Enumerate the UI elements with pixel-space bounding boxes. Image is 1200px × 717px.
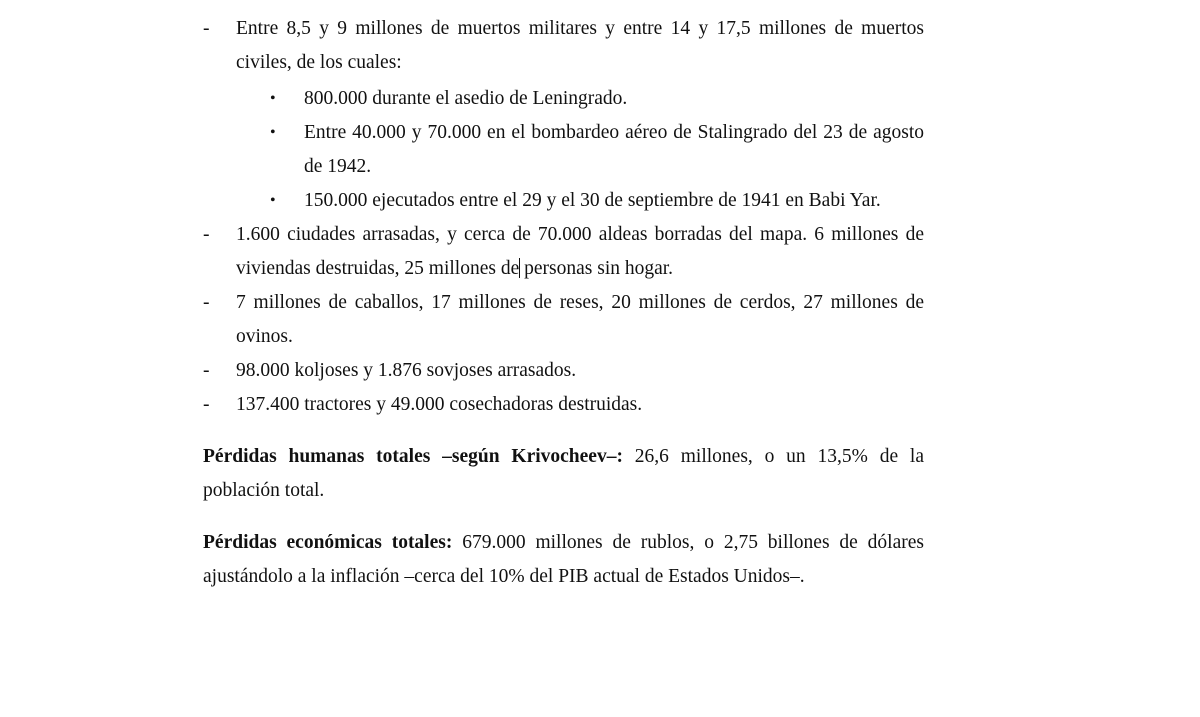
list-item-text-before-caret: 1.600 ciudades arrasadas, y cerca de 70.000 aldeas borradas del mapa. 6 millones de viviendas destruidas, 25 millones de bbox=[236, 224, 924, 279]
list-item bbox=[203, 12, 924, 218]
bullet-icon: • bbox=[270, 90, 276, 107]
bullet-item bbox=[270, 116, 924, 184]
bullet-item bbox=[270, 82, 924, 116]
paragraph-text: 26,6 millones, o un 13,5% de la población total. bbox=[203, 446, 924, 501]
dash-marker: - bbox=[203, 394, 210, 415]
bullet-item bbox=[270, 184, 924, 218]
paragraph-economic-losses bbox=[203, 526, 924, 594]
paragraph-human-losses bbox=[203, 440, 924, 508]
list-item-text: 98.000 koljoses y 1.876 sovjoses arrasados. bbox=[236, 360, 577, 381]
dash-marker: - bbox=[203, 292, 210, 313]
list-item bbox=[203, 286, 924, 354]
bullet-icon: • bbox=[270, 124, 276, 141]
paragraph-text: 679.000 millones de rublos, o 2,75 billones de dólares ajustándolo a la inflación –cerca del 10% del PIB actual de Estados Unidos–. bbox=[203, 532, 924, 587]
list-item-text: 137.400 tractores y 49.000 cosechadoras destruidas. bbox=[236, 394, 643, 415]
bullet-icon: • bbox=[270, 192, 276, 209]
bullet-text: Entre 40.000 y 70.000 en el bombardeo aéreo de Stalingrado del 23 de agosto de 1942. bbox=[304, 122, 924, 177]
paragraph-heading: Pérdidas humanas totales –según Krivocheev–: bbox=[203, 446, 623, 467]
dash-marker: - bbox=[203, 224, 210, 245]
paragraph-heading: Pérdidas económicas totales: bbox=[203, 532, 453, 553]
list-item-text: 7 millones de caballos, 17 millones de reses, 20 millones de cerdos, 27 millones de ovinos. bbox=[236, 292, 924, 347]
list-item-text-after-caret: personas sin hogar. bbox=[519, 258, 674, 279]
list-item-text: Entre 8,5 y 9 millones de muertos militares y entre 14 y 17,5 millones de muertos civiles, de los cuales: bbox=[236, 18, 924, 73]
document-page bbox=[203, 12, 924, 594]
bullet-text: 150.000 ejecutados entre el 29 y el 30 de septiembre de 1941 en Babi Yar. bbox=[304, 190, 881, 211]
bullet-list bbox=[203, 82, 924, 218]
list-item bbox=[203, 388, 924, 422]
bullet-text: 800.000 durante el asedio de Leningrado. bbox=[304, 88, 628, 109]
list-item-text[interactable] bbox=[236, 218, 924, 286]
list-item bbox=[203, 354, 924, 388]
dash-marker: - bbox=[203, 18, 210, 39]
list-item bbox=[203, 218, 924, 286]
dash-marker: - bbox=[203, 360, 210, 381]
